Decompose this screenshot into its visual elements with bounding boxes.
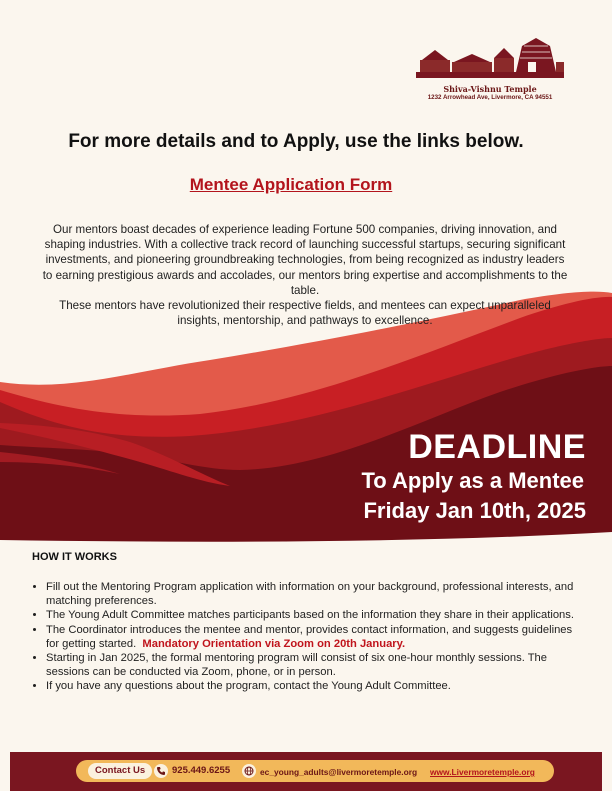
deadline-title: DEADLINE <box>408 428 586 466</box>
step-text: Starting in Jan 2025, the formal mentoring program will consist of six one-hour monthly sessions. The sessions can be conducted via Zoom, phone, or in person. <box>46 652 547 679</box>
footer-website-link[interactable]: www.Livermoretemple.org <box>430 767 535 777</box>
intro-paragraph-2: These mentors have revolutionized their respective fields, and mentees can expect unparalleled insights, mentorship, and pathways to excellence. <box>59 299 551 328</box>
footer-email[interactable]: ec_young_adults@livermoretemple.org <box>260 767 418 777</box>
orientation-highlight: Mandatory Orientation via Zoom on 20th January. <box>142 637 406 650</box>
contact-pill <box>76 760 554 782</box>
list-item <box>46 608 586 622</box>
mentee-application-form-link[interactable]: Mentee Application Form <box>189 175 393 194</box>
list-item <box>46 580 586 608</box>
deadline-date: Friday Jan 10th, 2025 <box>363 498 586 523</box>
footer-phone[interactable]: 925.449.6255 <box>172 765 231 776</box>
list-item <box>46 651 586 679</box>
temple-address: 1232 Arrowhead Ave, Livermore, CA 94551 <box>427 94 553 101</box>
phone-icon <box>154 764 168 778</box>
intro-text <box>40 222 570 328</box>
step-text: If you have any questions about the program, contact the Young Adult Committee. <box>46 680 451 693</box>
contact-us-button[interactable]: Contact Us <box>88 763 152 779</box>
temple-illustration-icon <box>410 36 570 82</box>
step-text: The Coordinator introduces the mentee and mentor, provides contact information, and suggests guidelines for getting started. <box>46 623 573 650</box>
footer-bar <box>10 752 602 791</box>
how-it-works-list <box>31 580 586 694</box>
list-item <box>46 679 586 693</box>
step-text: Fill out the Mentoring Program application with information on your background, professional interests, and matching preferences. <box>46 581 574 608</box>
globe-icon <box>242 764 256 778</box>
deadline-subtitle: To Apply as a Mentee <box>361 468 584 493</box>
temple-logo <box>410 36 570 106</box>
list-item <box>46 623 586 651</box>
page-headline: For more details and to Apply, use the links below. <box>68 131 524 152</box>
deadline-block <box>362 428 587 526</box>
intro-paragraph-1: Our mentors boast decades of experience leading Fortune 500 companies, driving innovation, and shaping industries. With a collective track record of launching successful startups, securing significant investments, and pioneering groundbreaking technologies, from being recognized as industry leaders to earning prestigious awards and accolades, our mentors bring expertise and accomplishments to the table. <box>42 223 568 297</box>
temple-name: Shiva-Vishnu Temple <box>443 84 537 94</box>
how-it-works-heading: HOW IT WORKS <box>32 551 117 563</box>
step-text: The Young Adult Committee matches participants based on the information they share in their applications. <box>46 609 574 622</box>
